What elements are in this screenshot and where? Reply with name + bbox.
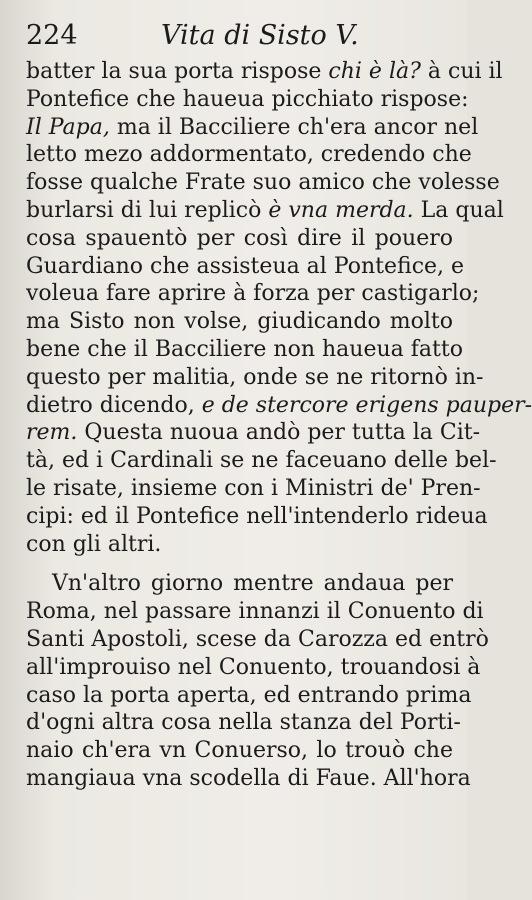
- text-line: [26, 141, 472, 169]
- text-run: Pontefice che haueua picchiato rispose:: [26, 86, 469, 112]
- text-line: [26, 308, 453, 336]
- text-line: [26, 86, 469, 114]
- text-line: [26, 225, 453, 253]
- text-run: letto mezo addormentato, credendo che: [26, 142, 472, 168]
- text-line: [26, 475, 481, 503]
- text-line: [26, 336, 463, 364]
- text-run: cipi: ed il Pontefice nell'intenderlo rideua: [26, 503, 488, 529]
- text-line: [26, 197, 504, 225]
- text-run: fosse qualche Frate suo amico che volesse: [26, 170, 500, 196]
- paragraph: [26, 570, 489, 792]
- text-run: La qual: [413, 197, 504, 223]
- italic-text: Il Papa,: [26, 114, 110, 140]
- page-header: [26, 18, 453, 58]
- text-run: con gli altri.: [26, 531, 162, 557]
- text-run: mangiaua vna scodella di Faue. All'hora: [26, 765, 471, 791]
- text-run: ma il Bacciliere ch'era ancor nel: [109, 114, 479, 140]
- text-run: burlarsi di lui replicò: [26, 197, 269, 223]
- text-run: d'ogni altra cosa nella stanza del Porti-: [26, 710, 461, 736]
- text-run: bene che il Bacciliere non haueua fatto: [26, 336, 463, 362]
- text-run: caso la porta aperta, ed entrando prima: [26, 682, 472, 708]
- text-run: naio ch'era vn Conuerso, lo trouò che: [26, 738, 453, 764]
- text-run: cosa spauentò per così dire il pouero: [26, 225, 453, 251]
- text-line: [26, 419, 481, 447]
- text-line: [26, 114, 479, 142]
- text-run: Questa nuoua andò per tutta la Cit-: [77, 420, 481, 446]
- text-run: questo per malitia, onde se ne ritornò in-: [26, 364, 484, 390]
- text-line: [26, 253, 465, 281]
- text-line: [26, 531, 453, 559]
- text-line: [26, 709, 461, 737]
- text-run: Santi Apostoli, scese da Carozza ed entrò: [26, 626, 489, 652]
- text-line: [26, 765, 471, 793]
- text-line: [26, 280, 480, 308]
- text-line: [26, 364, 484, 392]
- text-run: Roma, nel passare innanzi il Conuento di: [26, 599, 484, 625]
- text-line: [26, 682, 472, 710]
- text-line: [26, 570, 453, 598]
- text-line: [26, 737, 453, 765]
- text-line: [26, 392, 532, 420]
- text-line: [26, 447, 497, 475]
- italic-text: rem.: [26, 420, 78, 446]
- text-run: à cui il: [420, 59, 503, 84]
- text-run: voleua fare aprire à forza per castigarlo;: [26, 281, 480, 307]
- text-line: [26, 626, 489, 654]
- running-title: Vita di Sisto V.: [161, 20, 359, 51]
- text-line: [26, 598, 484, 626]
- page-number: 224: [26, 20, 78, 51]
- text-run: Guardiano che assisteua al Pontefice, e: [26, 253, 465, 279]
- paragraph: [26, 58, 532, 558]
- text-run: le risate, insieme con i Ministri de' Pren-: [26, 475, 481, 501]
- text-line: [26, 503, 488, 531]
- text-line: [26, 169, 500, 197]
- text-run: Vn'altro giorno mentre andaua per: [52, 571, 453, 597]
- text-run: dietro dicendo,: [26, 392, 202, 418]
- text-run: batter la sua porta rispose: [26, 59, 329, 84]
- body-text: [26, 58, 532, 793]
- text-run: ma Sisto non volse, giudicando molto: [26, 309, 453, 335]
- italic-text: chi è là?: [328, 59, 421, 84]
- italic-text: e de stercore erigens pauper-: [201, 392, 532, 418]
- text-run: all'improuiso nel Conuento, trouandosi à: [26, 654, 481, 680]
- text-line: [26, 654, 481, 682]
- text-run: tà, ed i Cardinali se ne faceuano delle bel-: [26, 448, 497, 474]
- text-line: [26, 58, 503, 86]
- italic-text: è vna merda.: [268, 197, 414, 223]
